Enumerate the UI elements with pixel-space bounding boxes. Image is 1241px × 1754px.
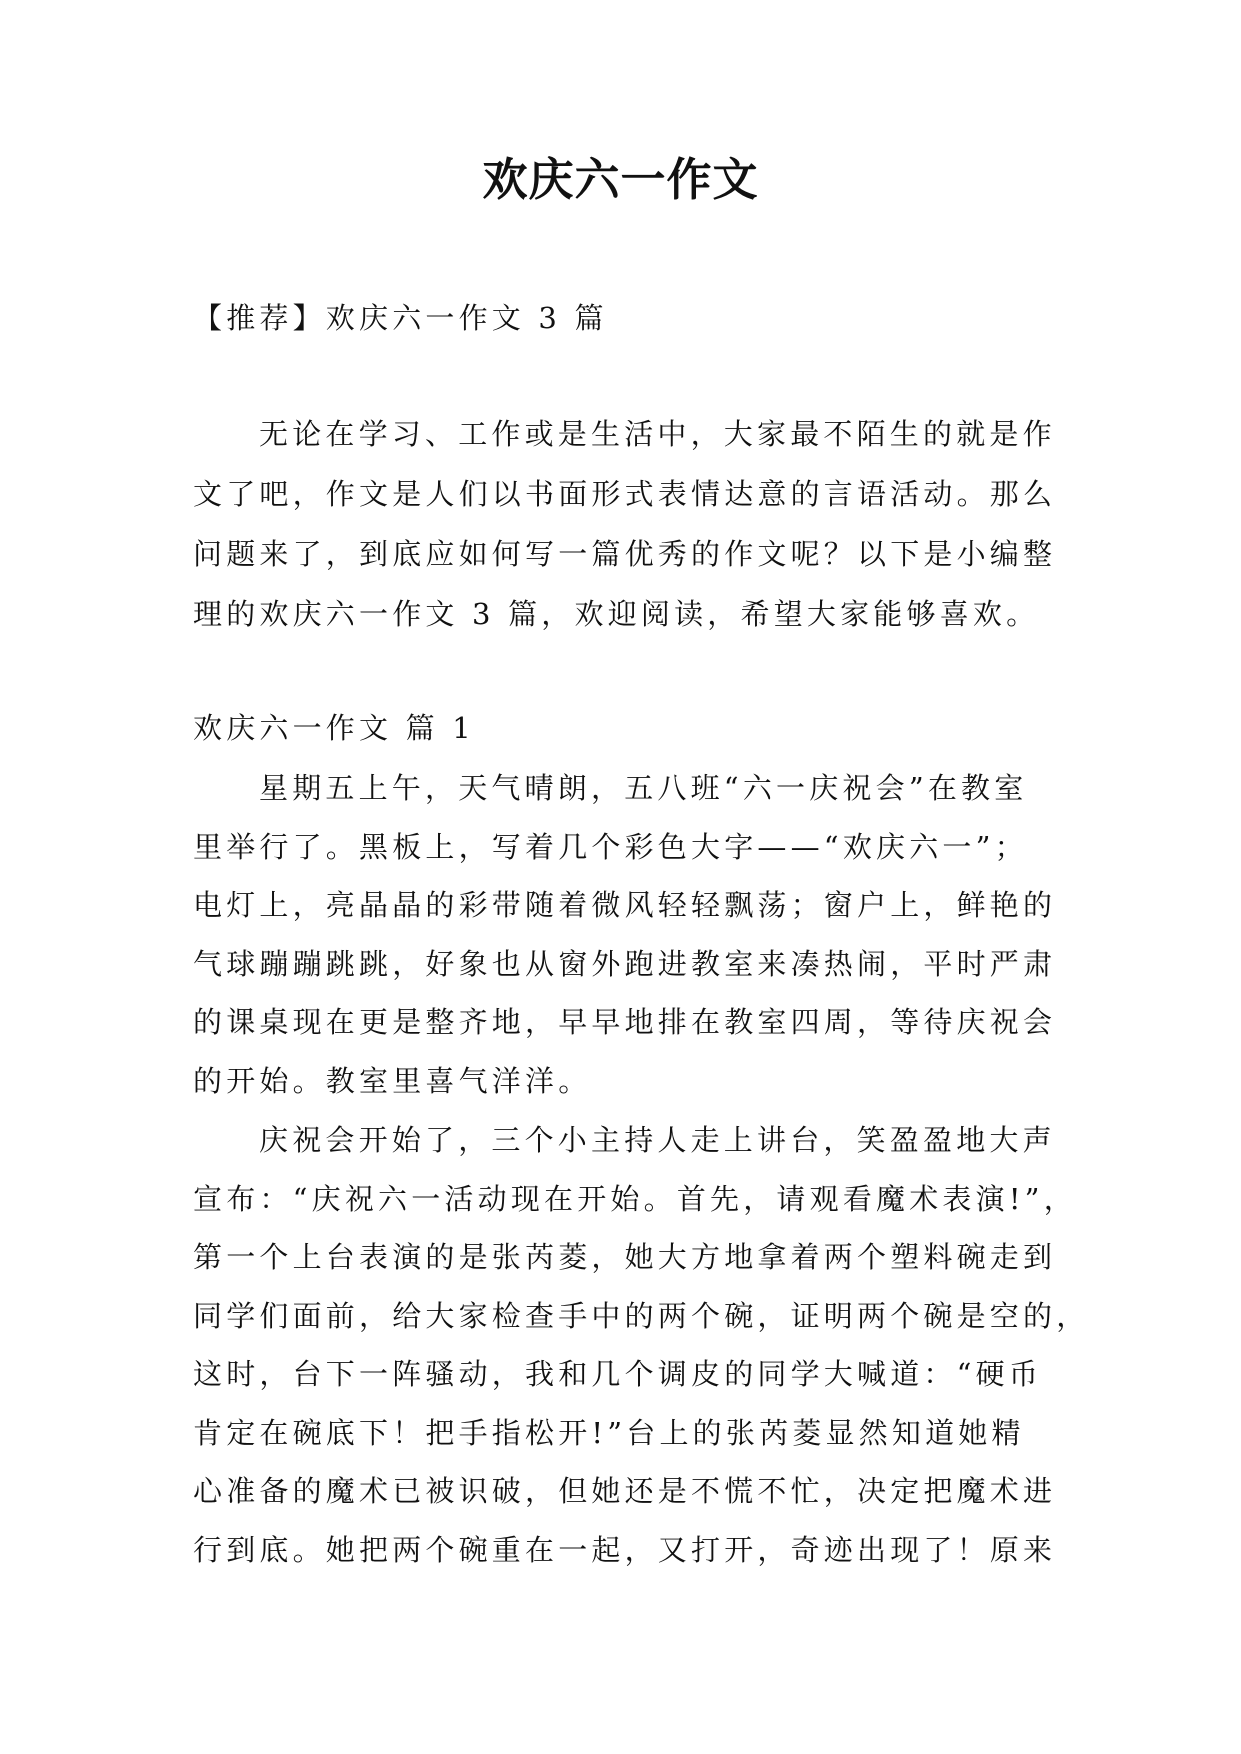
paragraph-line: 行到底。她把两个碗重在一起，又打开，奇迹出现了！原来 xyxy=(193,1532,1057,1567)
paragraph-line: 这时，台下一阵骚动，我和几个调皮的同学大喊道：“硬币 xyxy=(193,1357,1043,1391)
paragraph-line: 同学们面前，给大家检查手中的两个碗，证明两个碗是空的， xyxy=(193,1298,1090,1333)
paragraph-line: 电灯上，亮晶晶的彩带随着微风轻轻飘荡；窗户上，鲜艳的 xyxy=(193,888,1057,922)
section-paragraph xyxy=(193,1111,1090,1579)
paragraph-line: 第一个上台表演的是张芮菱，她大方地拿着两个塑料碗走到 xyxy=(193,1240,1057,1274)
paragraph-line: 庆祝会开始了，三个小主持人走上讲台，笑盈盈地大声 xyxy=(259,1123,1056,1157)
document-title: 欢庆六一作文 xyxy=(482,153,759,206)
section-heading xyxy=(193,699,1059,758)
paragraph-line: 文了吧，作文是人们以书面形式表情达意的言语活动。那么 xyxy=(193,477,1057,511)
paragraph-line: 无论在学习、工作或是生活中，大家最不陌生的就是作 xyxy=(259,417,1056,451)
paragraph-line: 肯定在碗底下！把手指松开!”台上的张芮菱显然知道她精 xyxy=(193,1415,1025,1450)
paragraph-line: 问题来了，到底应如何写一篇优秀的作文呢？以下是小编整 xyxy=(193,537,1057,571)
paragraph-line: 气球蹦蹦跳跳，好象也从窗外跑进教室来凑热闹，平时严肃 xyxy=(193,946,1057,981)
paragraph-line: 理的欢庆六一作文 3 篇，欢迎阅读，希望大家能够喜欢。 xyxy=(193,597,1040,631)
paragraph-line: 心准备的魔术已被识破，但她还是不慌不忙，决定把魔术进 xyxy=(193,1474,1057,1508)
section-heading-text: 欢庆六一作文 篇 1 xyxy=(193,711,475,745)
paragraph-line: 星期五上午，天气晴朗，五八班“六一庆祝会”在教室 xyxy=(259,771,1028,805)
paragraph-line: 的课桌现在更是整齐地，早早地排在教室四周，等待庆祝会 xyxy=(193,1005,1057,1039)
document-subtitle xyxy=(193,289,1059,348)
subtitle-text: 【推荐】欢庆六一作文 3 篇 xyxy=(193,301,608,335)
intro-paragraph xyxy=(193,404,1059,644)
section-paragraph xyxy=(193,759,1059,1110)
paragraph-line: 里举行了。黑板上，写着几个彩色大字——“欢庆六一”； xyxy=(193,829,1028,864)
paragraph-line: 的开始。教室里喜气洋洋。 xyxy=(193,1063,592,1098)
paragraph-line: 宣布：“庆祝六一活动现在开始。首先，请观看魔术表演!”， xyxy=(193,1181,1077,1216)
